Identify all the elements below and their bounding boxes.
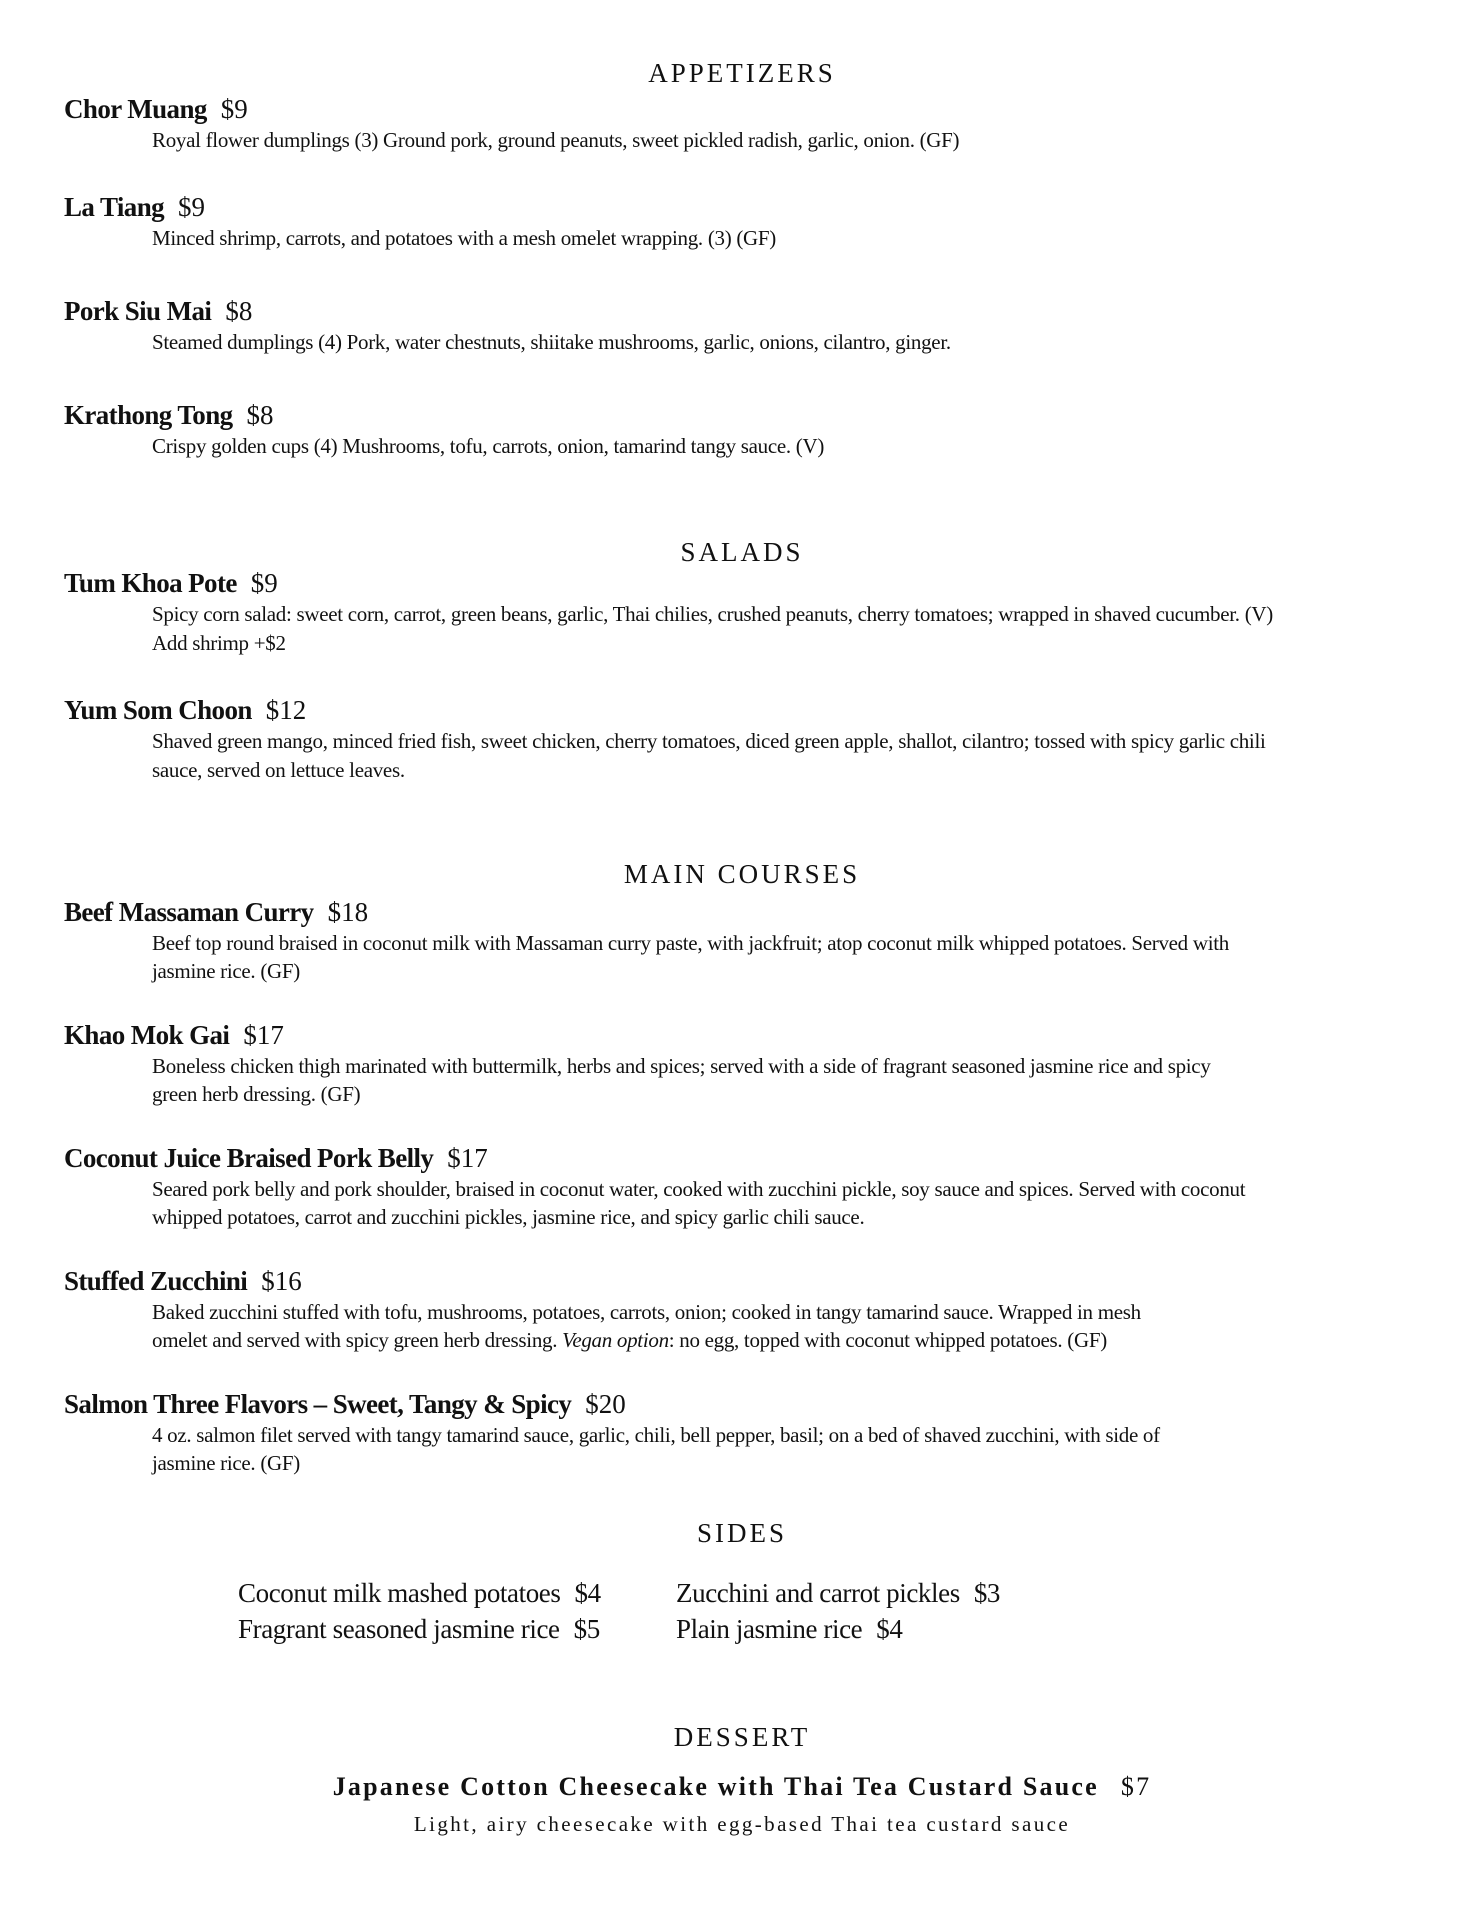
sides-list [238, 1576, 1056, 1646]
dessert-description: Light, airy cheesecake with egg-based Thai tea custard sauce [413, 1812, 1071, 1836]
dessert-price: $7 [1120, 1772, 1152, 1801]
item-name: Stuffed Zucchini [64, 1266, 248, 1296]
item-description: Beef top round braised in coconut milk with Massaman curry paste, with jackfruit; atop coconut milk whipped potatoes. Served with jasmine rice. (GF) [152, 931, 1229, 983]
section-heading-sides: SIDES [696, 1518, 787, 1548]
menu-item-stuffed-zucchini [64, 1266, 1424, 1354]
item-price: $18 [327, 897, 369, 927]
item-name: Pork Siu Mai [64, 296, 212, 326]
menu-item-khao-mok-gai [64, 1020, 1424, 1108]
item-price: $17 [243, 1020, 284, 1050]
section-heading-appetizers: APPETIZERS [648, 58, 836, 88]
item-price: $9 [178, 192, 206, 222]
item-price: $8 [246, 400, 274, 430]
section-heading-dessert: DESSERT [673, 1722, 811, 1752]
menu-item-chor-muang [64, 94, 1424, 155]
item-description: Steamed dumplings (4) Pork, water chestnuts, shiitake mushrooms, garlic, onions, cilantro, ginger. [152, 330, 951, 354]
menu-item-tum-khoa-pote [64, 568, 1424, 658]
item-name: Khao Mok Gai [64, 1020, 230, 1050]
dessert-item-name: Japanese Cotton Cheesecake with Thai Tea Custard Sauce $7 [332, 1772, 1152, 1801]
item-name: Beef Massaman Curry [64, 897, 314, 927]
menu-item-coconut-juice-braised-pork-belly [64, 1143, 1424, 1231]
menu-item-yum-som-choon [64, 695, 1424, 785]
item-price: $8 [225, 296, 253, 326]
item-description: Seared pork belly and pork shoulder, braised in coconut water, cooked with zucchini pickle, soy sauce and spices. Served with coconut whipped potatoes, carrot and zucchini pickles, jasmine rice, and spicy garlic chili sauce. [152, 1177, 1246, 1229]
item-name: Tum Khoa Pote [64, 568, 237, 598]
item-description: Boneless chicken thigh marinated with buttermilk, herbs and spices; served with a side of fragrant seasoned jasmine rice and spicy green herb dressing. (GF) [152, 1054, 1211, 1106]
side-item: Zucchini and carrot pickles $3 [676, 1578, 1001, 1608]
side-item: Plain jasmine rice $4 [676, 1614, 903, 1644]
item-addon: Add shrimp +$2 [152, 631, 286, 655]
menu-item-beef-massaman-curry [64, 897, 1424, 985]
item-description: Royal flower dumplings (3) Ground pork, ground peanuts, sweet pickled radish, garlic, onion. (GF) [152, 128, 960, 152]
item-description: Minced shrimp, carrots, and potatoes with a mesh omelet wrapping. (3) (GF) [152, 226, 776, 250]
item-name: Yum Som Choon [64, 695, 252, 725]
item-price: $12 [265, 695, 307, 725]
item-description: Spicy corn salad: sweet corn, carrot, green beans, garlic, Thai chilies, crushed peanuts, cherry tomatoes; wrapped in shaved cucumber. (V) Add shrimp +$2 [152, 600, 1424, 658]
menu-item-krathong-tong [64, 400, 1424, 461]
side-item: Coconut milk mashed potatoes $4 [238, 1578, 601, 1608]
menu-item-pork-siu-mai [64, 296, 1424, 357]
item-name: Coconut Juice Braised Pork Belly [64, 1143, 434, 1173]
item-description: Crispy golden cups (4) Mushrooms, tofu, carrots, onion, tamarind tangy sauce. (V) [152, 434, 825, 458]
item-price: $16 [261, 1266, 302, 1296]
item-name: Krathong Tong [64, 400, 233, 430]
item-name: Salmon Three Flavors – Sweet, Tangy & Spicy [64, 1389, 572, 1419]
item-name: La Tiang [64, 192, 165, 222]
section-heading-salads: SALADS [680, 537, 804, 567]
item-price: $9 [250, 568, 278, 598]
item-description: 4 oz. salmon filet served with tangy tamarind sauce, garlic, chili, bell pepper, basil; on a bed of shaved zucchini, with side of jasmine rice. (GF) [152, 1423, 1160, 1475]
section-heading-main-courses: MAIN COURSES [623, 859, 861, 889]
item-price: $20 [585, 1389, 626, 1419]
menu-item-salmon-three-flavors [64, 1389, 1424, 1477]
vegan-option-label: Vegan option [562, 1328, 669, 1352]
item-name: Chor Muang [64, 94, 207, 124]
side-item: Fragrant seasoned jasmine rice $5 [238, 1614, 600, 1644]
item-price: $9 [220, 94, 248, 124]
item-price: $17 [447, 1143, 488, 1173]
item-description: Baked zucchini stuffed with tofu, mushrooms, potatoes, carrots, onion; cooked in tangy tamarind sauce. Wrapped in mesh omelet and served with spicy green herb dressing. Vegan option: no egg, topped with coconut whipped potatoes. (GF) [152, 1300, 1141, 1352]
item-description: Shaved green mango, minced fried fish, sweet chicken, cherry tomatoes, diced green apple, shallot, cilantro; tossed with spicy garlic chili sauce, served on lettuce leaves. [152, 729, 1266, 782]
menu-item-la-tiang [64, 192, 1424, 253]
